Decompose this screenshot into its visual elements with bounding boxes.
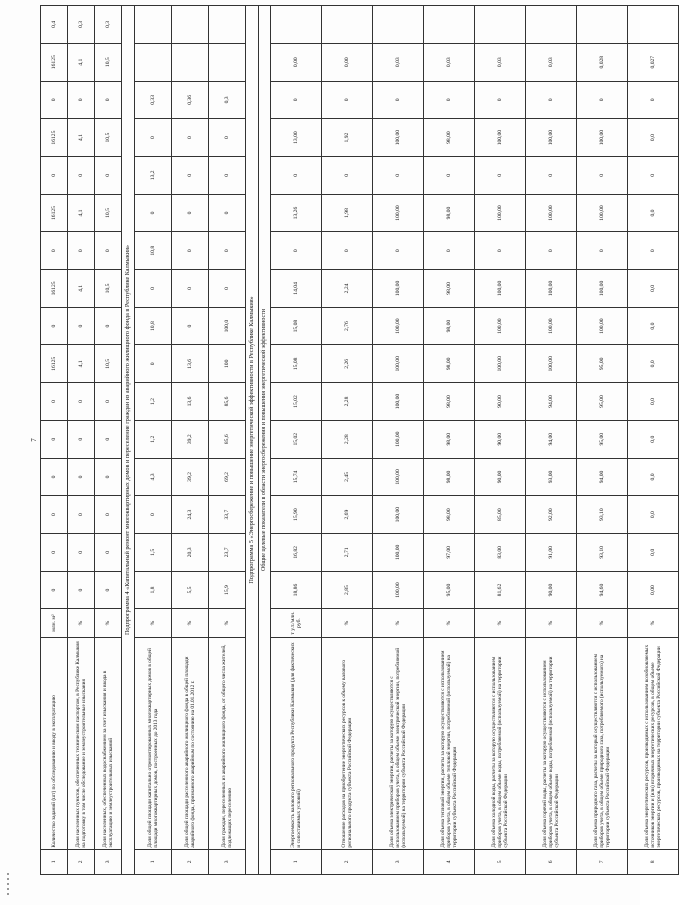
value-cell: 0 (68, 496, 95, 534)
value-cell: 98,00 (424, 420, 475, 458)
row-number: 4 (424, 849, 475, 874)
value-cell: 100,00 (373, 496, 424, 534)
value-cell: 0 (68, 458, 95, 496)
value-cell: 14,04 (271, 270, 322, 308)
value-cell: 69,2 (209, 458, 246, 496)
value-cell: 16125 (41, 119, 68, 157)
unit-cell: % (135, 609, 172, 637)
value-cell: 0,3 (209, 81, 246, 119)
value-cell: 0,03 (526, 43, 577, 81)
value-cell: 2,45 (322, 458, 373, 496)
table-row (628, 6, 679, 875)
indicator-name: Отношение расходов на приобретение энергетических ресурсов к объему валового регионального продукта субъекта Российской Федерации (322, 637, 373, 849)
value-cell: 100,00 (526, 119, 577, 157)
value-cell: 81,62 (475, 571, 526, 609)
value-cell: 2,71 (322, 533, 373, 571)
value-cell: 0,027 (628, 43, 679, 81)
value-cell: 24,3 (172, 496, 209, 534)
table-row (209, 6, 246, 875)
value-cell: 0 (373, 156, 424, 194)
value-cell: 83,00 (475, 533, 526, 571)
value-cell: 16125 (41, 270, 68, 308)
row-number: 1 (271, 849, 322, 874)
value-cell: 100,00 (373, 270, 424, 308)
value-cell: 93,00 (526, 458, 577, 496)
value-cell: 0,0 (628, 383, 679, 421)
value-cell: 0 (271, 156, 322, 194)
table-row (95, 6, 122, 875)
value-cell: 15,90 (271, 496, 322, 534)
value-cell: 100,00 (475, 270, 526, 308)
value-cell: 100,00 (475, 345, 526, 383)
empty-cell (526, 6, 577, 44)
value-cell: 95,00 (424, 571, 475, 609)
row-number: 5 (475, 849, 526, 874)
value-cell: 0 (172, 270, 209, 308)
value-cell: 0 (424, 232, 475, 270)
value-cell: 10,5 (95, 345, 122, 383)
table-row (322, 6, 373, 875)
row-number: 6 (526, 849, 577, 874)
value-cell: 0 (41, 533, 68, 571)
value-cell: 0 (475, 156, 526, 194)
value-cell: 16,82 (271, 533, 322, 571)
value-cell: 90,00 (475, 458, 526, 496)
value-cell: 90,00 (475, 420, 526, 458)
value-cell: 4,1 (68, 119, 95, 157)
value-cell: 0 (41, 420, 68, 458)
value-cell: 0 (68, 81, 95, 119)
value-cell: 13,00 (271, 119, 322, 157)
page-number: 7 (30, 438, 38, 442)
value-cell: 0 (68, 156, 95, 194)
unit-cell: % (424, 609, 475, 637)
value-cell: 0,0 (628, 345, 679, 383)
value-cell: 85,00 (475, 496, 526, 534)
value-cell: 98,00 (424, 270, 475, 308)
value-cell: 100,00 (526, 270, 577, 308)
value-cell: 2,24 (322, 270, 373, 308)
value-cell: 1,98 (322, 194, 373, 232)
value-cell: 15,08 (271, 345, 322, 383)
value-cell: 0 (95, 307, 122, 345)
value-cell: 0,03 (475, 43, 526, 81)
table-row (135, 6, 172, 875)
value-cell: 33,7 (209, 496, 246, 534)
value-cell: 0,028 (577, 43, 628, 81)
empty-cell (322, 6, 373, 44)
section-row (122, 6, 135, 875)
value-cell: 0 (475, 232, 526, 270)
value-cell: 10,5 (95, 270, 122, 308)
empty-cell (628, 6, 679, 44)
value-cell: 1,92 (322, 119, 373, 157)
indicator-name: Доля населенных пунктов, обеспеченных техническим паспортом, в Республике Калмыкия на подготовку в том числе обследование и землеустроительные изыскания (68, 637, 95, 849)
value-cell: 0,3 (95, 6, 122, 44)
value-cell: 98,00 (424, 345, 475, 383)
value-cell: 94,00 (577, 458, 628, 496)
value-cell: 0 (172, 307, 209, 345)
value-cell: 0 (424, 156, 475, 194)
value-cell: 100 (209, 345, 246, 383)
value-cell: 100,00 (373, 420, 424, 458)
value-cell: 0,0 (628, 458, 679, 496)
section-title-5: Подпрограмма 5 «Энергосбережение и повышение энергетической эффективности в Республике Калмыкия» (246, 6, 259, 875)
unit-cell: % (628, 609, 679, 637)
value-cell: 98,00 (424, 383, 475, 421)
empty-cell (271, 6, 322, 44)
value-cell: 85,6 (209, 420, 246, 458)
row-number: 1 (135, 849, 172, 874)
value-cell: 16125 (41, 345, 68, 383)
value-cell: 2,26 (322, 345, 373, 383)
value-cell: 0 (135, 345, 172, 383)
value-cell: 10,8 (135, 307, 172, 345)
empty-cell (135, 6, 172, 44)
empty-cell (172, 6, 209, 44)
value-cell: 15,02 (271, 383, 322, 421)
value-cell: 20,3 (172, 533, 209, 571)
value-cell: 98,00 (424, 307, 475, 345)
empty-cell (577, 6, 628, 44)
table-row (172, 6, 209, 875)
value-cell: 0,0 (628, 533, 679, 571)
indicator-name: Доля объема тепловой энергии, расчеты за которую осуществляются с использованием приборов учета, в общем объеме тепловой энергии, потребляемой (используемой) на территории субъекта Российской Федерации (424, 637, 475, 849)
table-row (475, 6, 526, 875)
unit-cell: % (172, 609, 209, 637)
value-cell: 0 (68, 571, 95, 609)
value-cell: 0 (135, 119, 172, 157)
row-number: 1 (41, 849, 68, 874)
empty-cell (475, 6, 526, 44)
unit-cell: % (475, 609, 526, 637)
value-cell: 0 (95, 420, 122, 458)
value-cell: 0 (475, 81, 526, 119)
value-cell: 0 (95, 156, 122, 194)
value-cell: 0 (322, 156, 373, 194)
value-cell: 0,03 (424, 43, 475, 81)
value-cell: 94,00 (526, 383, 577, 421)
value-cell: 98,00 (424, 119, 475, 157)
value-cell: 39,2 (172, 420, 209, 458)
value-cell: 13,6 (172, 345, 209, 383)
value-cell: 0,36 (172, 81, 209, 119)
value-cell: 85,6 (209, 383, 246, 421)
value-cell: 15,9 (209, 571, 246, 609)
value-cell: 0 (209, 270, 246, 308)
value-cell: 0 (209, 232, 246, 270)
value-cell: 0 (322, 232, 373, 270)
table-row (68, 6, 95, 875)
unit-cell: % (322, 609, 373, 637)
value-cell: 0,33 (135, 81, 172, 119)
empty-cell (424, 6, 475, 44)
value-cell: 0,00 (628, 571, 679, 609)
value-cell: 23,7 (209, 533, 246, 571)
value-cell: 4,1 (68, 43, 95, 81)
indicator-name: Количество заданий (шт) по обследованию и вводу в эксплуатацию (41, 637, 68, 849)
table-row (373, 6, 424, 875)
value-cell: 0 (68, 232, 95, 270)
empty-cell (135, 43, 172, 81)
value-cell: 0 (135, 194, 172, 232)
table-row (577, 6, 628, 875)
value-cell: 0 (373, 232, 424, 270)
value-cell: 0 (41, 571, 68, 609)
value-cell: 0,0 (628, 496, 679, 534)
row-number: 8 (628, 849, 679, 874)
value-cell: 16125 (41, 194, 68, 232)
value-cell: 100,00 (577, 270, 628, 308)
indicator-name: Доля граждан, переселенных из аварийного жилищного фонда, от общего числа жителей, подлежащих переселению (209, 637, 246, 849)
value-cell: 0 (209, 156, 246, 194)
value-cell: 0 (577, 232, 628, 270)
value-cell: 0 (271, 232, 322, 270)
value-cell: 0,0 (628, 420, 679, 458)
value-cell: 0 (577, 156, 628, 194)
value-cell: 13,6 (172, 383, 209, 421)
value-cell: 0,00 (322, 43, 373, 81)
value-cell: 4,1 (68, 345, 95, 383)
value-cell: 100,00 (577, 194, 628, 232)
value-cell: 100,00 (475, 194, 526, 232)
unit-cell: % (577, 609, 628, 637)
indicator-name: Доля объема электрической энергии, расчеты за которую осуществляются с использованием приборов учета, в общем объеме электрической энергии, потребляемой (используемой) на территории субъекта Российской Федерации (373, 637, 424, 849)
table-row (41, 6, 68, 875)
unit-cell: % (373, 609, 424, 637)
table-row (424, 6, 475, 875)
unit-cell: % (68, 609, 95, 637)
section-row (259, 6, 271, 875)
value-cell: 98,00 (424, 194, 475, 232)
value-cell: 0 (172, 119, 209, 157)
value-cell: 0 (172, 232, 209, 270)
indicator-name: Энергоемкость валового регионального продукта Республики Калмыкия (для фактических и сопоставимых условий) (271, 637, 322, 849)
value-cell: 100,00 (373, 307, 424, 345)
value-cell: 92,00 (526, 496, 577, 534)
row-number: 2 (172, 849, 209, 874)
value-cell: 0,00 (271, 43, 322, 81)
value-cell: 15,08 (271, 307, 322, 345)
value-cell: 0 (628, 232, 679, 270)
value-cell: 0 (41, 383, 68, 421)
value-cell: 0 (68, 420, 95, 458)
value-cell: 0 (322, 81, 373, 119)
value-cell: 13,26 (271, 194, 322, 232)
row-number: 2 (68, 849, 95, 874)
value-cell: 0 (526, 232, 577, 270)
empty-cell (209, 6, 246, 44)
value-cell: 0 (95, 383, 122, 421)
empty-cell (172, 43, 209, 81)
value-cell: 0 (95, 533, 122, 571)
unit-cell: % (95, 609, 122, 637)
indicator-name: Доля объема природного газа, расчеты за который осуществляются с использованием приборов учета, в общем объеме природного газа, потребляемого (используемого) на территории субъекта Российской Федерации (577, 637, 628, 849)
value-cell: 4,3 (135, 458, 172, 496)
value-cell: 0 (135, 270, 172, 308)
indicator-name: Доля общей площади капитально отремонтированных многоквартирных домов в общей площади многоквартирных домов, построенных до 2013 года (135, 637, 172, 849)
value-cell: 0,4 (41, 6, 68, 44)
table-row (526, 6, 577, 875)
value-cell: 100,0 (209, 307, 246, 345)
indicator-name: Доля объема холодной воды, расчеты за которую осуществляются с использованием приборов учета, в общем объеме воды, потребляемой (используемой) на территории субъекта Российской Федерации (475, 637, 526, 849)
value-cell: 100,00 (373, 458, 424, 496)
row-number: 3 (209, 849, 246, 874)
value-cell: 0 (209, 194, 246, 232)
row-number: 3 (95, 849, 122, 874)
value-cell: 100,00 (373, 533, 424, 571)
value-cell: 4,1 (68, 270, 95, 308)
value-cell: 100,00 (373, 571, 424, 609)
value-cell: 94,60 (577, 571, 628, 609)
value-cell: 0 (95, 571, 122, 609)
value-cell: 93,10 (577, 496, 628, 534)
value-cell: 0 (424, 81, 475, 119)
value-cell: 15,02 (271, 420, 322, 458)
value-cell: 94,00 (526, 420, 577, 458)
value-cell: 0 (41, 156, 68, 194)
value-cell: 0 (209, 119, 246, 157)
unit-cell: % (526, 609, 577, 637)
value-cell: 2,28 (322, 420, 373, 458)
value-cell: 0 (373, 81, 424, 119)
value-cell: 0 (628, 81, 679, 119)
indicators-table (40, 5, 679, 875)
indicator-name: Доля объема энергетических ресурсов, производимых с использованием возобновляемых источников энергии и (или) вторичных энергетических ресурсов, в общем объеме энергетических ресурсов, производимых на территории субъекта Российской Федерации (628, 637, 679, 849)
value-cell: 0 (41, 458, 68, 496)
value-cell: 100,00 (526, 345, 577, 383)
value-cell: 2,28 (322, 383, 373, 421)
value-cell: 18,86 (271, 571, 322, 609)
value-cell: 10,8 (135, 232, 172, 270)
value-cell: 0 (41, 307, 68, 345)
value-cell: 95,00 (577, 383, 628, 421)
scan-marks (7, 870, 19, 900)
value-cell: 0 (526, 81, 577, 119)
value-cell: 0 (95, 81, 122, 119)
value-cell: 2,69 (322, 496, 373, 534)
unit-cell: млн. м² (41, 609, 68, 637)
value-cell: 10,5 (95, 194, 122, 232)
row-number: 2 (322, 849, 373, 874)
value-cell: 0 (628, 156, 679, 194)
value-cell: 100,00 (373, 345, 424, 383)
indicator-name: Доля общей площади расселенного аварийного жилищного фонда в общей площади аварийного фонда, признанного аварийным по состоянию на 01.01.2012 г. (172, 637, 209, 849)
value-cell: 5,5 (172, 571, 209, 609)
value-cell: 100,00 (475, 119, 526, 157)
empty-cell (209, 43, 246, 81)
value-cell: 90,00 (526, 571, 577, 609)
value-cell: 0 (95, 458, 122, 496)
value-cell: 0 (68, 533, 95, 571)
value-cell: 0 (41, 496, 68, 534)
value-cell: 0,03 (373, 43, 424, 81)
unit-cell: % (209, 609, 246, 637)
value-cell: 100,00 (475, 307, 526, 345)
value-cell: 0 (68, 383, 95, 421)
value-cell: 0,0 (628, 270, 679, 308)
value-cell: 0 (135, 496, 172, 534)
value-cell: 100,00 (373, 119, 424, 157)
value-cell: 4,1 (68, 194, 95, 232)
value-cell: 0 (172, 194, 209, 232)
value-cell: 0,0 (628, 119, 679, 157)
value-cell: 0,0 (628, 194, 679, 232)
row-number: 3 (373, 849, 424, 874)
value-cell: 91,00 (526, 533, 577, 571)
value-cell: 100,00 (373, 194, 424, 232)
value-cell: 100,00 (526, 194, 577, 232)
table-row (271, 6, 322, 875)
value-cell: 90,00 (475, 383, 526, 421)
value-cell: 100,00 (373, 383, 424, 421)
value-cell: 97,00 (424, 533, 475, 571)
value-cell: 15,74 (271, 458, 322, 496)
value-cell: 0 (271, 81, 322, 119)
unit-cell: т у.т./млн. руб. (271, 609, 322, 637)
value-cell: 10,5 (95, 119, 122, 157)
value-cell: 10,5 (95, 43, 122, 81)
value-cell: 93,10 (577, 533, 628, 571)
section-row (246, 6, 259, 875)
value-cell: 100,00 (526, 307, 577, 345)
value-cell: 39,2 (172, 458, 209, 496)
value-cell: 0 (41, 232, 68, 270)
value-cell: 98,00 (424, 458, 475, 496)
value-cell: 0 (577, 81, 628, 119)
value-cell: 1,8 (135, 571, 172, 609)
value-cell: 95,00 (577, 420, 628, 458)
section-title-4: Подпрограмма 4 «Капитальный ремонт многоквартирных домов и переселение граждан из аварийного жилищного фонда в Республике Калмыкия» (122, 6, 135, 875)
value-cell: 100,00 (577, 119, 628, 157)
value-cell: 100,00 (577, 307, 628, 345)
value-cell: 0 (526, 156, 577, 194)
value-cell: 0,0 (628, 307, 679, 345)
value-cell: 0 (41, 81, 68, 119)
value-cell: 13,2 (135, 156, 172, 194)
indicator-name: Доля объема горячей воды, расчеты за которую осуществляются с использованием приборов учета, в общем объеме воды, потребляемой (используемой) на территории субъекта Российской Федерации (526, 637, 577, 849)
value-cell: 0,3 (68, 6, 95, 44)
indicator-name: Доля населенных, обеспеченных водоснабжением за счет изыскания и ввода в эксплуатацию и землеустроительных изысканий (95, 637, 122, 849)
row-number: 7 (577, 849, 628, 874)
value-cell: 98,00 (424, 496, 475, 534)
value-cell: 1,2 (135, 420, 172, 458)
rotated-table-sheet (30, 5, 662, 875)
value-cell: 0 (95, 496, 122, 534)
value-cell: 2,85 (322, 571, 373, 609)
value-cell: 95,00 (577, 345, 628, 383)
value-cell: 1,5 (135, 533, 172, 571)
empty-cell (373, 6, 424, 44)
value-cell: 0 (172, 156, 209, 194)
value-cell: 2,76 (322, 307, 373, 345)
value-cell: 1,2 (135, 383, 172, 421)
value-cell: 0 (68, 307, 95, 345)
section-subtitle-5: Общие целевые показатели в области энергосбережения и повышения энергетической эффективности (259, 6, 271, 875)
value-cell: 0 (95, 232, 122, 270)
value-cell: 16125 (41, 43, 68, 81)
